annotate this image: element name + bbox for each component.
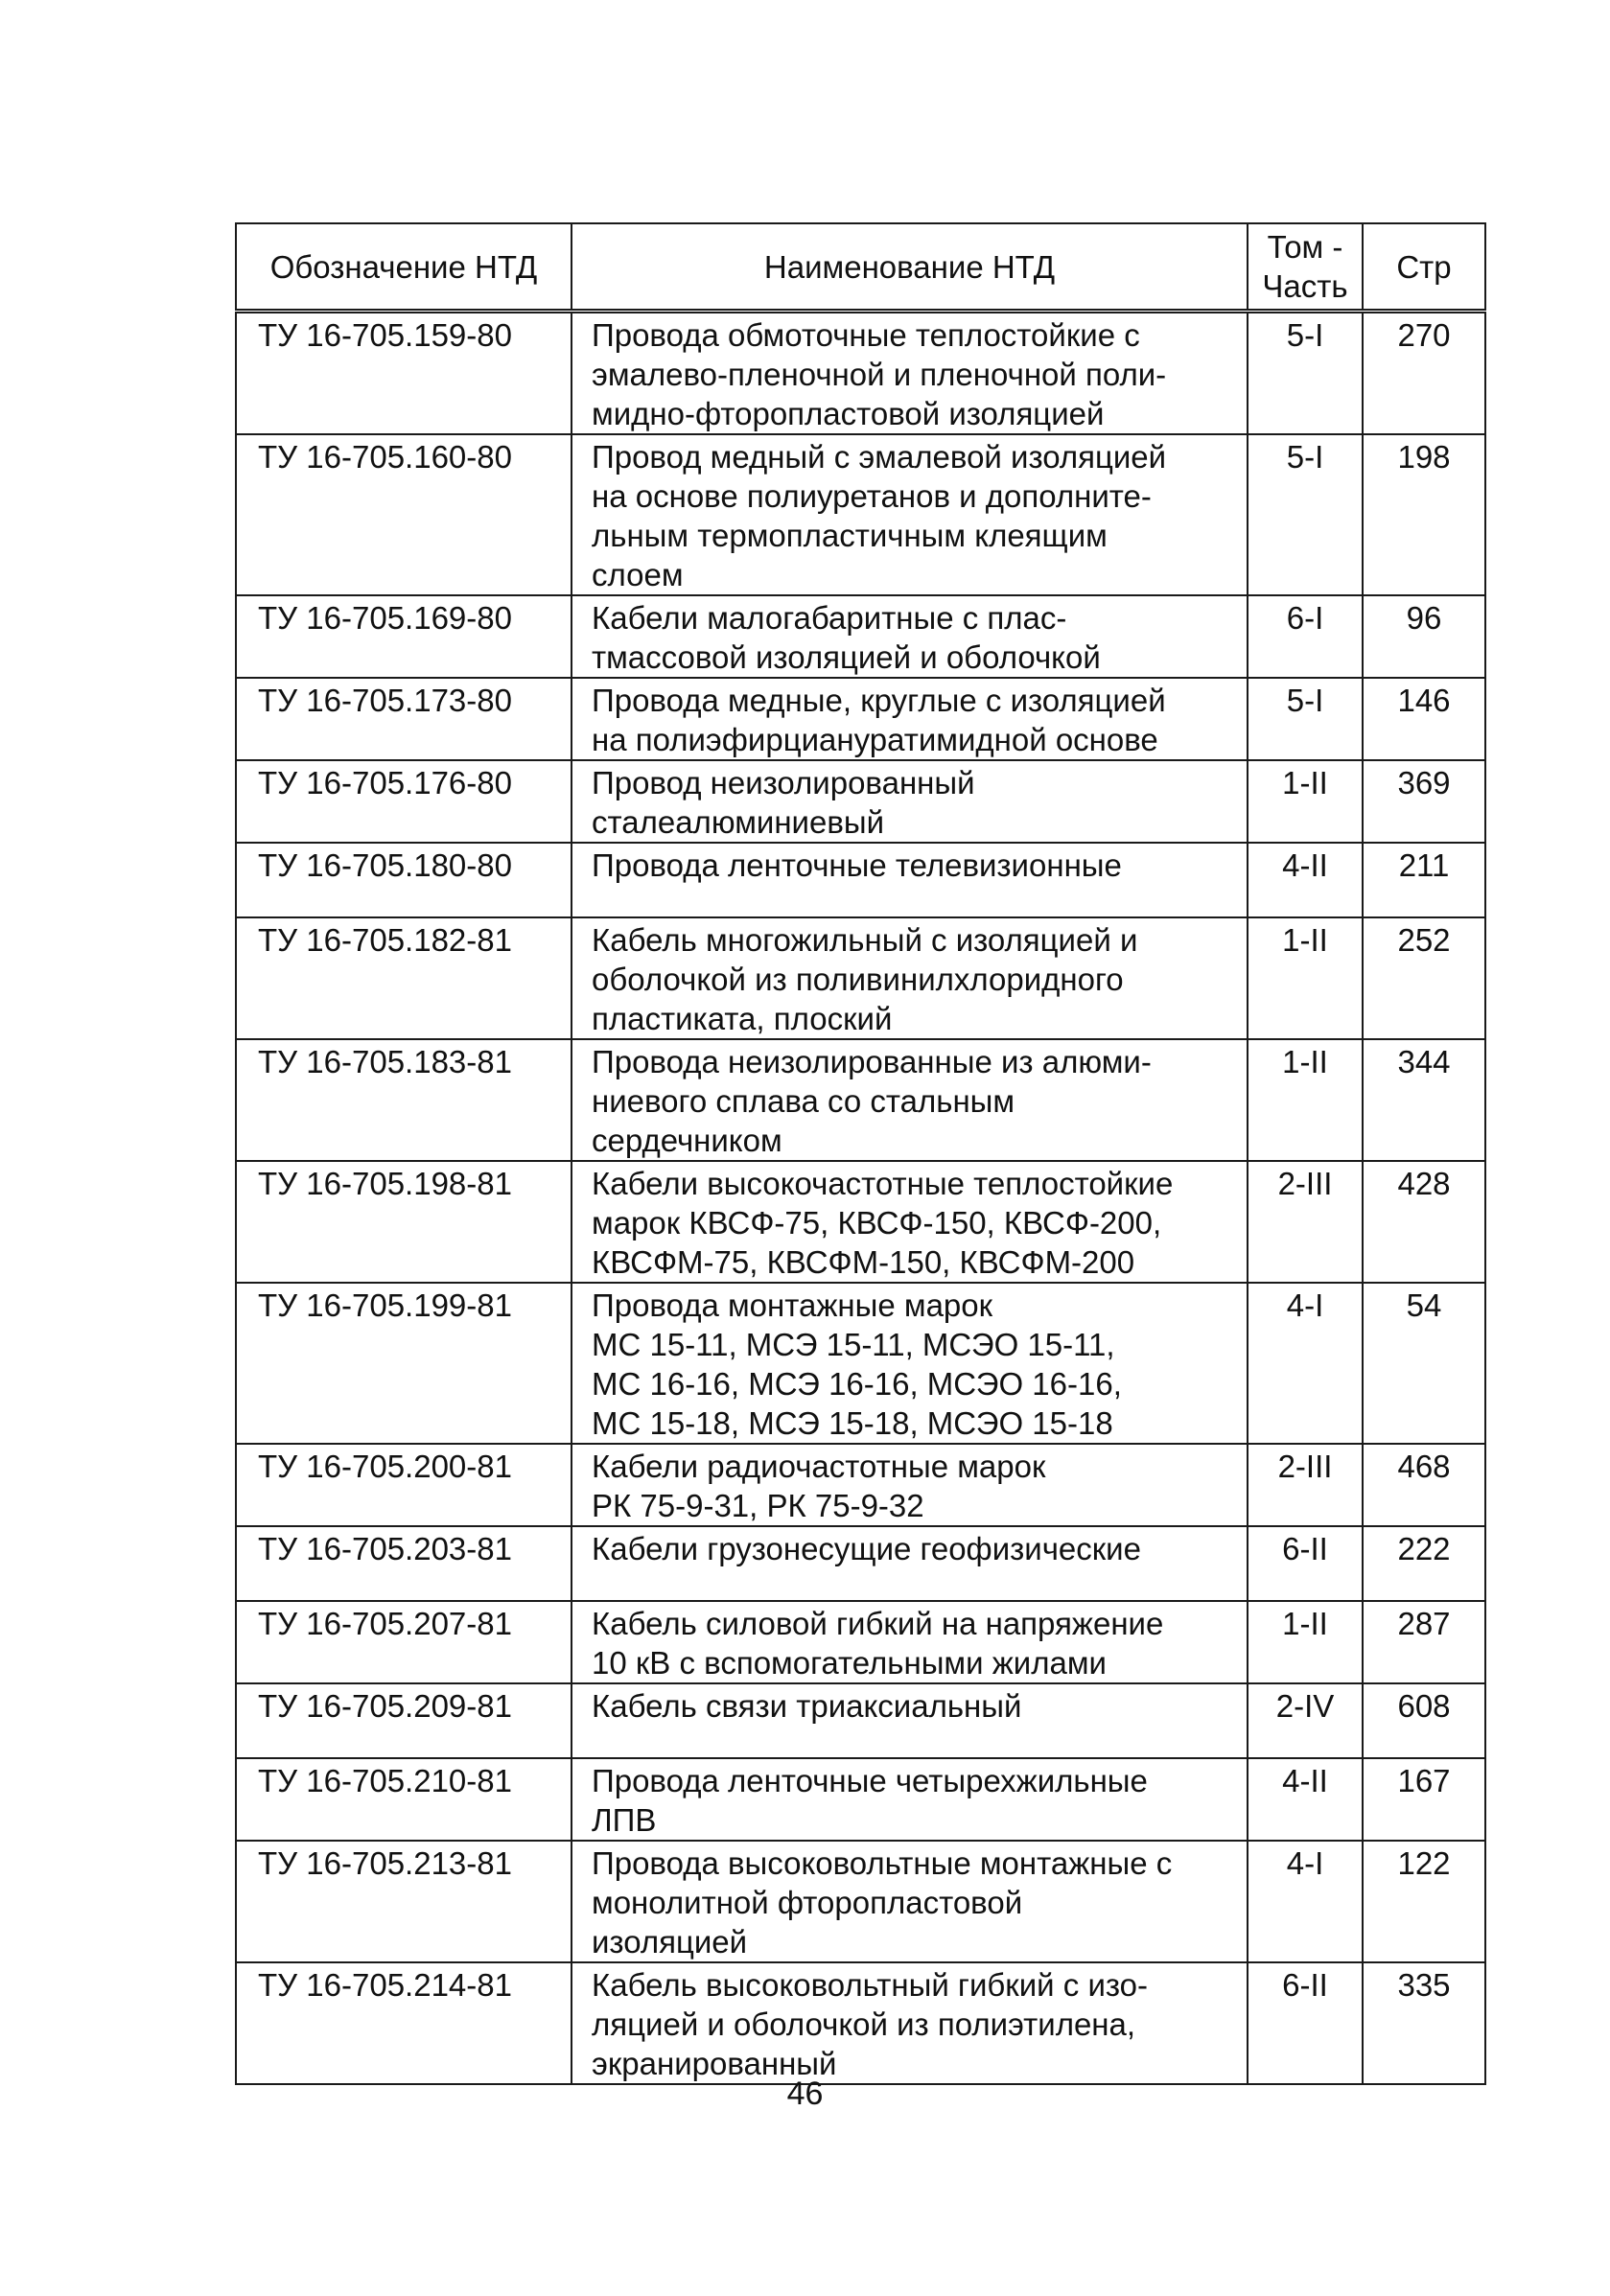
ntd-code: ТУ 16-705.209-81 xyxy=(236,1683,572,1758)
ntd-volume: 2-III xyxy=(1248,1444,1363,1526)
ntd-page: 198 xyxy=(1363,434,1485,595)
ntd-volume: 4-II xyxy=(1248,1758,1363,1841)
ntd-page: 222 xyxy=(1363,1526,1485,1601)
table-row xyxy=(236,760,1485,843)
table-row xyxy=(236,917,1485,1039)
ntd-name: Кабели высокочастотные теплостойкие марок КВСФ-75, КВСФ-150, КВСФ-200, КВСФМ-75, КВСФМ-150, КВСФМ-200 xyxy=(572,1161,1248,1283)
ntd-name: Провода ленточные телевизионные xyxy=(572,843,1248,917)
ntd-volume: 5-I xyxy=(1248,312,1363,435)
ntd-name: Провода высоковольтные монтажные с монолитной фторопластовой изоляцией xyxy=(572,1841,1248,1962)
ntd-name: Кабель многожильный с изоляцией и оболочкой из поливинилхлоридного пластиката, плоский xyxy=(572,917,1248,1039)
ntd-code: ТУ 16-705.169-80 xyxy=(236,595,572,678)
ntd-page: 608 xyxy=(1363,1683,1485,1758)
table-row xyxy=(236,1758,1485,1841)
ntd-volume: 4-I xyxy=(1248,1841,1363,1962)
ntd-name: Кабели малогабаритные с плас- тмассовой изоляцией и оболочкой xyxy=(572,595,1248,678)
table-row xyxy=(236,312,1485,435)
ntd-code: ТУ 16-705.210-81 xyxy=(236,1758,572,1841)
ntd-name: Провода медные, круглые с изоляцией на полиэфирциануратимидной основе xyxy=(572,678,1248,760)
ntd-code: ТУ 16-705.213-81 xyxy=(236,1841,572,1962)
ntd-code: ТУ 16-705.199-81 xyxy=(236,1283,572,1444)
ntd-page: 344 xyxy=(1363,1039,1485,1161)
table-row xyxy=(236,1283,1485,1444)
ntd-page: 252 xyxy=(1363,917,1485,1039)
ntd-volume: 2-III xyxy=(1248,1161,1363,1283)
ntd-volume: 1-II xyxy=(1248,1039,1363,1161)
ntd-page: 335 xyxy=(1363,1962,1485,2084)
table-row xyxy=(236,1841,1485,1962)
table-row xyxy=(236,843,1485,917)
ntd-volume: 1-II xyxy=(1248,917,1363,1039)
header-code: Обозначение НТД xyxy=(236,223,572,312)
ntd-name: Провода ленточные четырехжильные ЛПВ xyxy=(572,1758,1248,1841)
ntd-volume: 6-I xyxy=(1248,595,1363,678)
ntd-volume: 4-I xyxy=(1248,1283,1363,1444)
ntd-volume: 5-I xyxy=(1248,434,1363,595)
ntd-name: Провода неизолированные из алюми- ниевого сплава со стальным сердечником xyxy=(572,1039,1248,1161)
table-row xyxy=(236,678,1485,760)
ntd-name: Кабели радиочастотные марок РК 75-9-31, РК 75-9-32 xyxy=(572,1444,1248,1526)
table-row xyxy=(236,1444,1485,1526)
ntd-code: ТУ 16-705.203-81 xyxy=(236,1526,572,1601)
ntd-page: 369 xyxy=(1363,760,1485,843)
table-header-row xyxy=(236,223,1485,312)
ntd-name: Кабель силовой гибкий на напряжение 10 кВ с вспомогательными жилами xyxy=(572,1601,1248,1683)
table-row xyxy=(236,1161,1485,1283)
table-row xyxy=(236,1039,1485,1161)
ntd-code: ТУ 16-705.180-80 xyxy=(236,843,572,917)
table-row xyxy=(236,1526,1485,1601)
ntd-code: ТУ 16-705.198-81 xyxy=(236,1161,572,1283)
ntd-code: ТУ 16-705.159-80 xyxy=(236,312,572,435)
ntd-volume: 1-II xyxy=(1248,1601,1363,1683)
ntd-page: 122 xyxy=(1363,1841,1485,1962)
ntd-code: ТУ 16-705.182-81 xyxy=(236,917,572,1039)
table-row xyxy=(236,1683,1485,1758)
ntd-code: ТУ 16-705.207-81 xyxy=(236,1601,572,1683)
header-page: Стр xyxy=(1363,223,1485,312)
table-row xyxy=(236,595,1485,678)
ntd-page: 54 xyxy=(1363,1283,1485,1444)
ntd-volume: 6-II xyxy=(1248,1526,1363,1601)
header-volume: Том - Часть xyxy=(1248,223,1363,312)
ntd-name: Провода монтажные марок МС 15-11, МСЭ 15-11, МСЭО 15-11, МС 16-16, МСЭ 16-16, МСЭО 16-16, МС 15-18, МСЭ 15-18, МСЭО 15-18 xyxy=(572,1283,1248,1444)
ntd-code: ТУ 16-705.176-80 xyxy=(236,760,572,843)
table-row xyxy=(236,1962,1485,2084)
ntd-name: Кабель высоковольтный гибкий с изо- ляцией и оболочкой из полиэтилена, экранированный xyxy=(572,1962,1248,2084)
ntd-page: 146 xyxy=(1363,678,1485,760)
ntd-page: 96 xyxy=(1363,595,1485,678)
ntd-code: ТУ 16-705.214-81 xyxy=(236,1962,572,2084)
ntd-page: 211 xyxy=(1363,843,1485,917)
ntd-code: ТУ 16-705.183-81 xyxy=(236,1039,572,1161)
ntd-volume: 6-II xyxy=(1248,1962,1363,2084)
header-name: Наименование НТД xyxy=(572,223,1248,312)
page-number: 46 xyxy=(786,2076,824,2112)
ntd-name: Кабели грузонесущие геофизические xyxy=(572,1526,1248,1601)
ntd-volume: 2-IV xyxy=(1248,1683,1363,1758)
ntd-name: Провод неизолированный сталеалюминиевый xyxy=(572,760,1248,843)
ntd-code: ТУ 16-705.160-80 xyxy=(236,434,572,595)
ntd-volume: 1-II xyxy=(1248,760,1363,843)
ntd-code: ТУ 16-705.200-81 xyxy=(236,1444,572,1526)
table-row xyxy=(236,1601,1485,1683)
ntd-page: 270 xyxy=(1363,312,1485,435)
ntd-page: 167 xyxy=(1363,1758,1485,1841)
ntd-table xyxy=(235,222,1486,2085)
ntd-volume: 5-I xyxy=(1248,678,1363,760)
ntd-page: 428 xyxy=(1363,1161,1485,1283)
ntd-name: Провода обмоточные теплостойкие с эмалево-пленочной и пленочной поли- мидно-фторопластовой изоляцией xyxy=(572,312,1248,435)
ntd-volume: 4-II xyxy=(1248,843,1363,917)
ntd-name: Кабель связи триаксиальный xyxy=(572,1683,1248,1758)
ntd-code: ТУ 16-705.173-80 xyxy=(236,678,572,760)
ntd-page: 287 xyxy=(1363,1601,1485,1683)
ntd-name: Провод медный с эмалевой изоляцией на основе полиуретанов и дополните- льным термопластичным клеящим слоем xyxy=(572,434,1248,595)
ntd-page: 468 xyxy=(1363,1444,1485,1526)
table-row xyxy=(236,434,1485,595)
